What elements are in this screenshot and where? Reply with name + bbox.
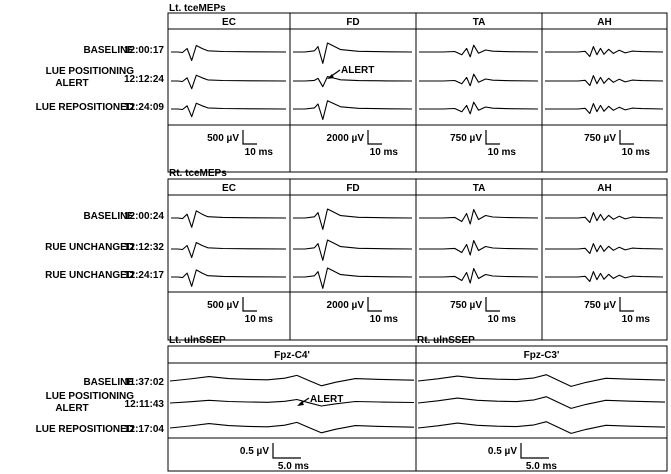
scale-time: 10 ms [621, 314, 650, 325]
trace-ssep [170, 422, 414, 432]
scale-time: 5.0 ms [277, 461, 309, 472]
row-time: 12:12:24 [123, 74, 164, 85]
trace-ah [545, 244, 663, 254]
column-header-ta: TA [472, 183, 486, 194]
scale-amplitude: 2000 µV [326, 300, 364, 311]
trace-fd [293, 77, 412, 87]
trace-ah [545, 76, 663, 86]
scale-bar [620, 297, 634, 311]
column-header-fd: FD [346, 183, 360, 194]
trace-fd [293, 43, 412, 63]
column-header-ta: TA [472, 17, 486, 28]
scale-amplitude: 750 µV [450, 300, 482, 311]
row-label: RUE UNCHANGED [45, 242, 134, 253]
column-box [416, 195, 542, 340]
trace-fd [293, 101, 412, 120]
row-label-line2: ALERT [55, 78, 89, 89]
column-header-ah: AH [597, 17, 612, 28]
row-time: 12:17:04 [123, 424, 164, 435]
scale-amplitude: 2000 µV [326, 133, 364, 144]
row-time: 12:00:24 [123, 211, 164, 222]
scale-time: 10 ms [487, 147, 516, 158]
scale-time: 10 ms [369, 314, 398, 325]
trace-ec [171, 243, 286, 258]
scale-bar [273, 443, 301, 458]
scale-amplitude: 0.5 µV [239, 446, 269, 457]
scale-amplitude: 750 µV [584, 133, 616, 144]
column-header-fd: FD [346, 17, 360, 28]
row-time: 12:24:17 [123, 270, 164, 281]
trace-ec [171, 103, 286, 117]
rt-tcemep-panel [45, 168, 667, 340]
column-header-ah: AH [597, 183, 612, 194]
scale-time: 5.0 ms [525, 461, 557, 472]
scale-time: 10 ms [244, 314, 273, 325]
scale-bar [368, 297, 382, 311]
row-time: 11:37:02 [124, 377, 164, 388]
scale-amplitude: 0.5 µV [487, 446, 517, 457]
row-time: 12:24:09 [123, 102, 164, 113]
panel-title: Lt. tceMEPs [169, 3, 226, 14]
row-label: RUE UNCHANGED [45, 270, 134, 281]
row-time: 12:11:43 [124, 399, 164, 410]
trace-ta [419, 241, 538, 256]
row-label: BASELINE [83, 211, 134, 222]
scale-amplitude: 500 µV [207, 300, 239, 311]
row-label: BASELINE [83, 45, 134, 56]
row-time: 12:00:17 [123, 45, 164, 56]
trace-ta [419, 102, 538, 114]
trace-ta [419, 269, 538, 284]
row-label: BASELINE [83, 377, 134, 388]
trace-ec [171, 270, 286, 287]
row-label: LUE POSITIONING [45, 66, 134, 77]
trace-ec [171, 46, 286, 61]
trace-ah [545, 104, 663, 114]
trace-ta [419, 210, 538, 225]
scale-amplitude: 500 µV [207, 133, 239, 144]
trace-ah [545, 213, 663, 223]
trace-fd [293, 209, 412, 229]
trace-ssep [418, 397, 665, 409]
row-label-line2: ALERT [55, 403, 89, 414]
trace-ssep [418, 375, 665, 387]
scale-bar [486, 130, 500, 144]
scale-bar [486, 297, 500, 311]
trace-fd [293, 268, 412, 288]
scale-time: 10 ms [487, 314, 516, 325]
row-label: LUE POSITIONING [45, 391, 134, 402]
alert-annotation: ALERT [310, 394, 344, 405]
trace-ssep [170, 375, 414, 385]
trace-ah [545, 47, 663, 57]
trace-ssep [418, 422, 665, 434]
panel-title: Lt. ulnSSEP [169, 335, 226, 346]
scale-amplitude: 750 µV [450, 133, 482, 144]
scale-amplitude: 750 µV [584, 300, 616, 311]
column-header-ec: EC [222, 17, 236, 28]
panel-title: Rt. ulnSSEP [417, 335, 475, 346]
column-header-ssep: Fpz-C3' [523, 350, 560, 361]
trace-ta [419, 45, 538, 57]
scale-time: 10 ms [621, 147, 650, 158]
row-label: LUE REPOSITIONED [35, 102, 134, 113]
alert-annotation: ALERT [341, 65, 375, 76]
column-header-ssep: Fpz-C4' [274, 350, 310, 361]
row-time: 12:12:32 [123, 242, 164, 253]
column-box [416, 29, 542, 172]
scale-bar [243, 297, 257, 311]
row-label: LUE REPOSITIONED [35, 424, 134, 435]
trace-ssep [170, 400, 414, 407]
lt-tcemep-panel [36, 3, 667, 172]
ulnar-ssep-panel [36, 335, 667, 472]
scale-time: 10 ms [244, 147, 273, 158]
scale-bar [620, 130, 634, 144]
trace-ah [545, 272, 663, 282]
scale-bar [521, 443, 549, 458]
panel-title: Rt. tceMEPs [169, 168, 227, 179]
column-header-ec: EC [222, 183, 236, 194]
scale-bar [368, 130, 382, 144]
scale-bar [243, 130, 257, 144]
trace-ec [171, 211, 286, 228]
trace-ec [171, 75, 286, 89]
trace-ta [419, 74, 538, 86]
trace-fd [293, 240, 412, 260]
scale-time: 10 ms [369, 147, 398, 158]
